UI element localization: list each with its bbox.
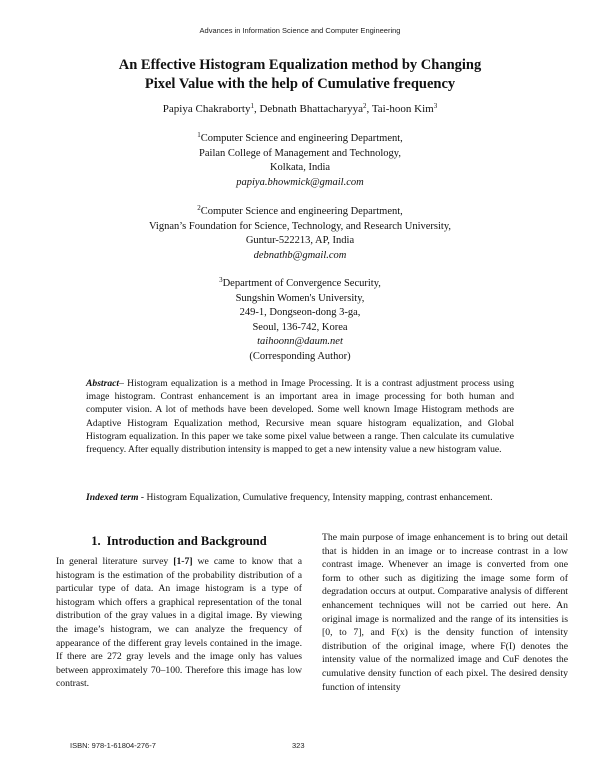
abstract-text: – Histogram equalization is a method in Image Processing. It is a contrast adjustment process using image histogram. Contrast enhancement is an important area in image processing for both human and computer vision. A lot of methods have been developed. Some well known Image Histogram methods are Adaptive Histogram Equalization method, Recursive mean square histogram equalization, and Global Histogram equalization. In this paper we take some pixel value between a range. Then calculate its cumulative frequency. After equally distribution intensity is mapped to get a new intensity value a new histogram value.	[86, 378, 514, 456]
section-heading	[56, 533, 302, 549]
paragraph	[56, 555, 302, 691]
column-right	[322, 531, 568, 694]
abstract	[86, 377, 514, 456]
author-name: Debnath Bhattacharyya	[259, 103, 364, 115]
affiliation-line: Computer Science and engineering Department,	[200, 133, 403, 144]
running-head: Advances in Information Science and Computer Engineering	[199, 26, 401, 35]
affiliation-sup: 3	[219, 276, 223, 284]
section-number: 1.	[91, 534, 101, 548]
paragraph-text: we came to know that a histogram is the estimation of the probability distribution of a particular type of data. An image histogram is a type of histogram which offers a graphical representation of the tonal distribution of the gray values in a digital image. By viewing the image’s histogram, we can analyze the frequency of appearance of the different gray levels contained in the image. If there are 272 gray levels and the image only has values between approximately 70–100. Therefore this image has low contrast.	[56, 556, 302, 690]
affiliation-2	[0, 205, 600, 263]
isbn: ISBN: 978-1-61804-276-7	[70, 741, 156, 750]
section-title: Introduction and Background	[106, 534, 267, 548]
title-line-2: Pixel Value with the help of Cumulative frequency	[144, 76, 456, 92]
column-left	[56, 530, 302, 691]
affiliation-line: Guntur-522213, AP, India	[245, 235, 355, 247]
affiliation-email: debnathb@gmail.com	[253, 249, 347, 261]
author-name: Tai-hoon Kim	[371, 103, 434, 115]
affiliation-email: papiya.bhowmick@gmail.com	[236, 176, 364, 188]
author-sup: 3	[433, 102, 438, 110]
affiliation-line: 249-1, Dongseon-dong 3-ga,	[239, 307, 361, 319]
affiliation-1	[0, 132, 600, 190]
affiliation-email: taihoonn@daum.net	[257, 336, 343, 348]
affiliation-3	[0, 277, 600, 365]
author-sup: 1	[250, 102, 254, 110]
affiliation-line: Kolkata, India	[269, 162, 331, 174]
author-name: Papiya Chakraborty	[162, 103, 251, 115]
author-sup: 2	[363, 102, 367, 110]
paragraph-text: In general literature survey	[56, 556, 174, 567]
author-list: Papiya Chakraborty$^1$, Debnath Bhattacharyya$^2$, Tai-hoon Kim$^3$	[162, 102, 438, 115]
affiliation-line: Pailan College of Management and Technology,	[199, 147, 401, 159]
affiliation-line: Sungshin Women's University,	[235, 292, 365, 304]
affiliation-line: Department of Convergence Security,	[222, 278, 381, 289]
affiliation-sup: 1	[197, 131, 201, 139]
index-terms-label: Indexed term -	[86, 492, 145, 503]
affiliation-line: Seoul, 136-742, Korea	[252, 321, 348, 333]
title-line-1: An Effective Histogram Equalization method by Changing	[118, 57, 482, 73]
index-terms	[86, 491, 514, 504]
index-terms-text: Histogram Equalization, Cumulative frequency, Intensity mapping, contrast enhancement.	[144, 492, 493, 503]
citation: [1-7]	[173, 556, 193, 567]
affiliation-sup: 2	[197, 204, 201, 212]
page-number: 323	[292, 741, 305, 750]
paragraph: The main purpose of image enhancement is to bring out detail that is hidden in an image or to increase contrast in a low contrast image. Whenever an image is converted from one form to other such as digitizing the image some form of degradation occurs at output. Comparative analysis of different enhancement techniques will not be carried out here. An original image is normalized and the range of its intensities is [0, to 7], and F(x) is the density function of intensity distribution of the original image, where F(I) denotes the intensity value of the normalized image and CuF denotes the cumulative density function of each pixel. The desired density function of intensity	[322, 532, 568, 693]
affiliation-line: Computer Science and engineering Department,	[200, 206, 403, 217]
affiliation-note: (Corresponding Author)	[249, 350, 351, 362]
paper-title	[60, 56, 540, 94]
affiliation-line: Vignan’s Foundation for Science, Technology, and Research University,	[148, 220, 452, 232]
abstract-label: Abstract	[86, 378, 120, 389]
